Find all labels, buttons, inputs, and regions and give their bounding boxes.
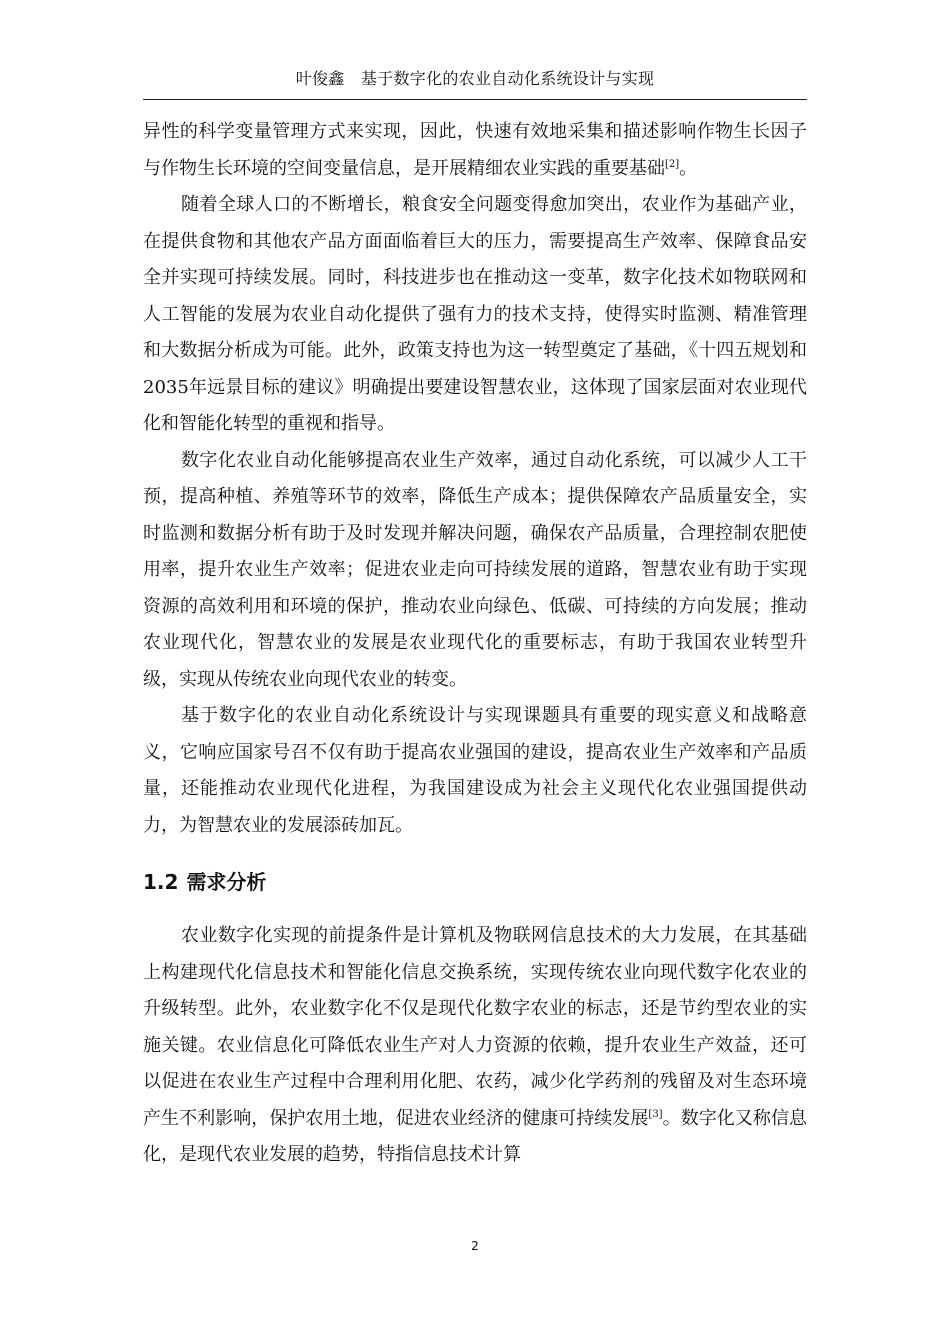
citation-ref: [3] (648, 1108, 663, 1120)
body-text (143, 114, 807, 1174)
section-heading (143, 868, 807, 896)
paragraph (143, 918, 807, 1174)
header-divider (143, 99, 807, 100)
paragraph (143, 114, 807, 187)
citation-ref: [2] (665, 158, 680, 170)
paragraph-text: 异性的科学变量管理方式来实现，因此，快速有效地采集和描述影响作物生长因子与作物生长环境的空间变量信息，是开展精细农业实践的重要基础 (143, 121, 807, 179)
paragraph: 基于数字化的农业自动化系统设计与实现课题具有重要的现实意义和战略意义，它响应国家号召不仅有助于提高农业强国的建设，提高农业生产效率和产品质量，还能推动农业现代化进程，为我国建设成为社会主义现代化农业强国提供动力，为智慧农业的发展添砖加瓦。 (143, 705, 807, 836)
paragraph-tail: 。 (679, 157, 698, 179)
paragraph-tail: 。数字化又称信息化，是现代农业发展的趋势，特指信息技术计算 (143, 1107, 807, 1165)
page-number: 2 (471, 1239, 479, 1253)
section-number: 1.2 (143, 870, 179, 894)
paragraph-text: 农业数字化实现的前提条件是计算机及物联网信息技术的大力发展，在其基础上构建现代化信息技术和智能化信息交换系统，实现传统农业向现代数字化农业的升级转型。此外，农业数字化不仅是现代化数字农业的标志，还是节约型农业的实施关键。农业信息化可降低农业生产对人力资源的依赖，提升农业生产效益，还可以促进在农业生产过程中合理利用化肥、农药，减少化学药剂的残留及对生态环境产生不利影响，保护农用土地，促进农业经济的健康可持续发展 (143, 925, 807, 1129)
running-header: 叶俊鑫 基于数字化的农业自动化系统设计与实现 (295, 69, 655, 88)
paragraph: 数字化农业自动化能够提高农业生产效率，通过自动化系统，可以减少人工干预，提高种植、养殖等环节的效率，降低生产成本；提供保障农产品质量安全，实时监测和数据分析有助于及时发现并解决问题，确保农产品质量，合理控制农肥使用率，提升农业生产效率；促进农业走向可持续发展的道路，智慧农业有助于实现资源的高效利用和环境的保护，推动农业向绿色、低碳、可持续的方向发展；推动农业现代化，智慧农业的发展是农业现代化的重要标志，有助于我国农业转型升级，实现从传统农业向现代农业的转变。 (143, 449, 807, 690)
section-title: 需求分析 (186, 870, 267, 894)
paragraph: 随着全球人口的不断增长，粮食安全问题变得愈加突出，农业作为基础产业，在提供食物和其他农产品方面面临着巨大的压力，需要提高生产效率、保障食品安全并实现可持续发展。同时，科技进步也在推动这一变革，数字化技术如物联网和人工智能的发展为农业自动化提供了强有力的技术支持，使得实时监测、精准管理和大数据分析成为可能。此外，政策支持也为这一转型奠定了基础，《十四五规划和2035年远景目标的建议》明确提出要建设智慧农业，这体现了国家层面对农业现代化和智能化转型的重视和指导。 (143, 194, 807, 434)
